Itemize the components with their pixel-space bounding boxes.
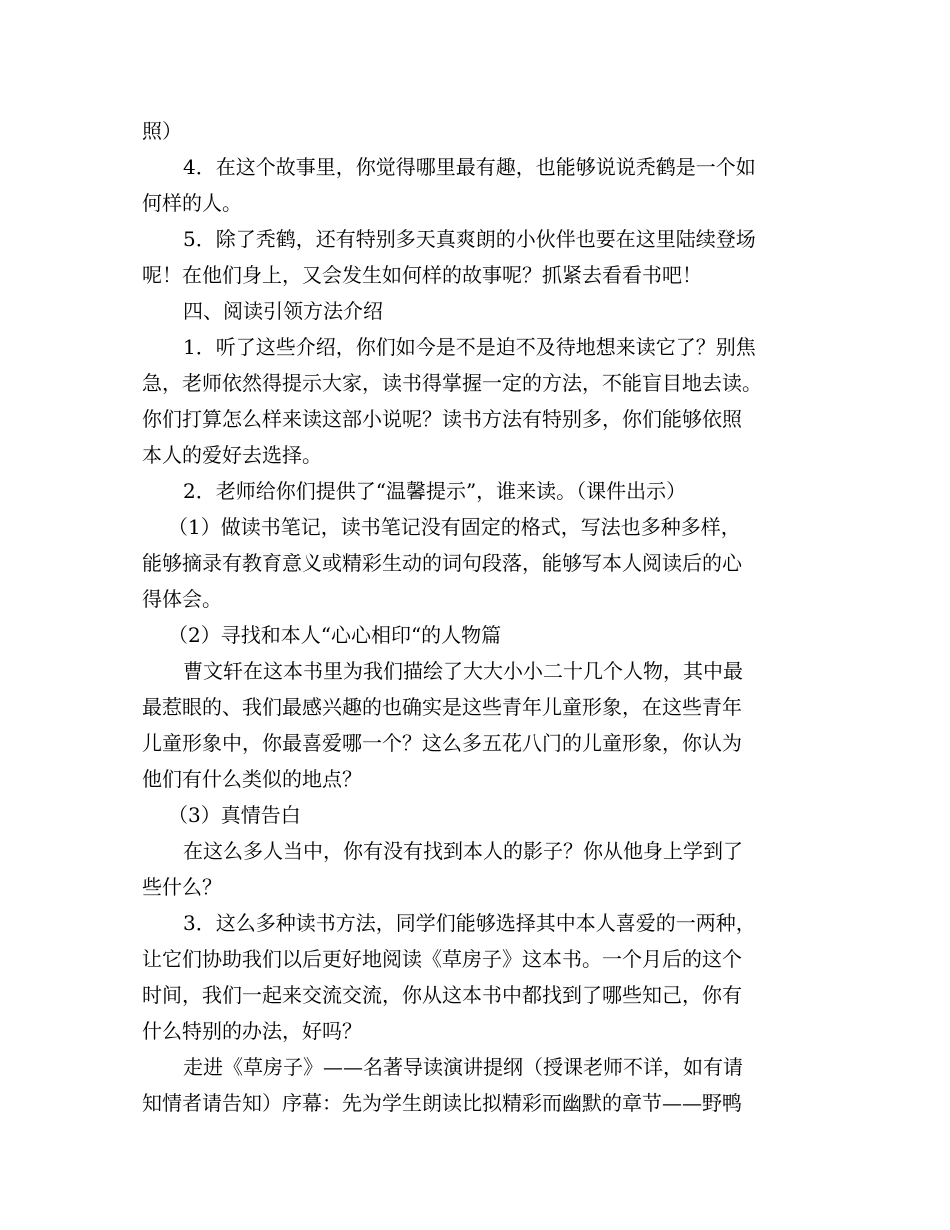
- text-line: 何样的人。: [142, 191, 242, 215]
- text-line: 时间，我们一起来交流交流，你从这本书中都找到了哪些知己，你有: [142, 983, 742, 1007]
- text-line: 让它们协助我们以后更好地阅读《草房子》这本书。一个月后的这个: [142, 947, 742, 971]
- text-line: 5．除了秃鹤，还有特别多天真爽朗的小伙伴也要在这里陆续登场: [183, 227, 756, 251]
- text-line: 能够摘录有教育意义或精彩生动的词句段落，能够写本人阅读后的心: [142, 551, 742, 575]
- text-line: 呢！在他们身上，又会发生如何样的故事呢？抓紧去看看书吧！: [142, 263, 702, 287]
- text-line: 最惹眼的、我们最感兴趣的也确实是这些青年儿童形象，在这些青年: [142, 695, 742, 719]
- text-line: 你们打算怎么样来读这部小说呢？读书方法有特别多，你们能够依照: [142, 407, 742, 431]
- text-line: 儿童形象中，你最喜爱哪一个？这么多五花八门的儿童形象，你认为: [142, 731, 742, 755]
- text-line: 在这么多人当中，你有没有找到本人的影子？你从他身上学到了: [183, 839, 743, 863]
- text-line: 知情者请告知）序幕：先为学生朗读比拟精彩而幽默的章节——野鸭: [142, 1091, 742, 1115]
- section-heading: 四、阅读引领方法介绍: [183, 299, 383, 323]
- text-line: 本人的爱好去选择。: [142, 443, 322, 467]
- text-line: 曹文轩在这本书里为我们描绘了大大小小二十几个人物，其中最: [183, 659, 743, 683]
- text-line: 走进《草房子》——名著导读演讲提纲（授课老师不详，如有请: [183, 1055, 743, 1079]
- text-line: 2．老师给你们提供了“温馨提示”，谁来读。（课件出示）: [183, 479, 687, 503]
- text-line: （2）寻找和本人“心心相印“的人物篇: [168, 623, 502, 647]
- text-line: 些什么？: [142, 875, 222, 899]
- text-line: 照）: [142, 119, 182, 143]
- text-line: 急，老师依然得提示大家，读书得掌握一定的方法，不能盲目地去读。: [142, 371, 762, 395]
- text-line: 3．这么多种读书方法，同学们能够选择其中本人喜爱的一两种，: [183, 911, 756, 935]
- text-line: （3）真情告白: [168, 803, 301, 827]
- text-line: 4．在这个故事里，你觉得哪里最有趣，也能够说说秃鹤是一个如: [183, 155, 756, 179]
- text-line: 得体会。: [142, 587, 222, 611]
- text-line: 什么特别的办法，好吗？: [142, 1019, 362, 1043]
- text-line: 他们有什么类似的地点？: [142, 767, 362, 791]
- text-line: 1．听了这些介绍，你们如今是不是迫不及待地想来读它了？别焦: [183, 335, 756, 359]
- text-line: （1）做读书笔记，读书笔记没有固定的格式，写法也多种多样，: [168, 515, 741, 539]
